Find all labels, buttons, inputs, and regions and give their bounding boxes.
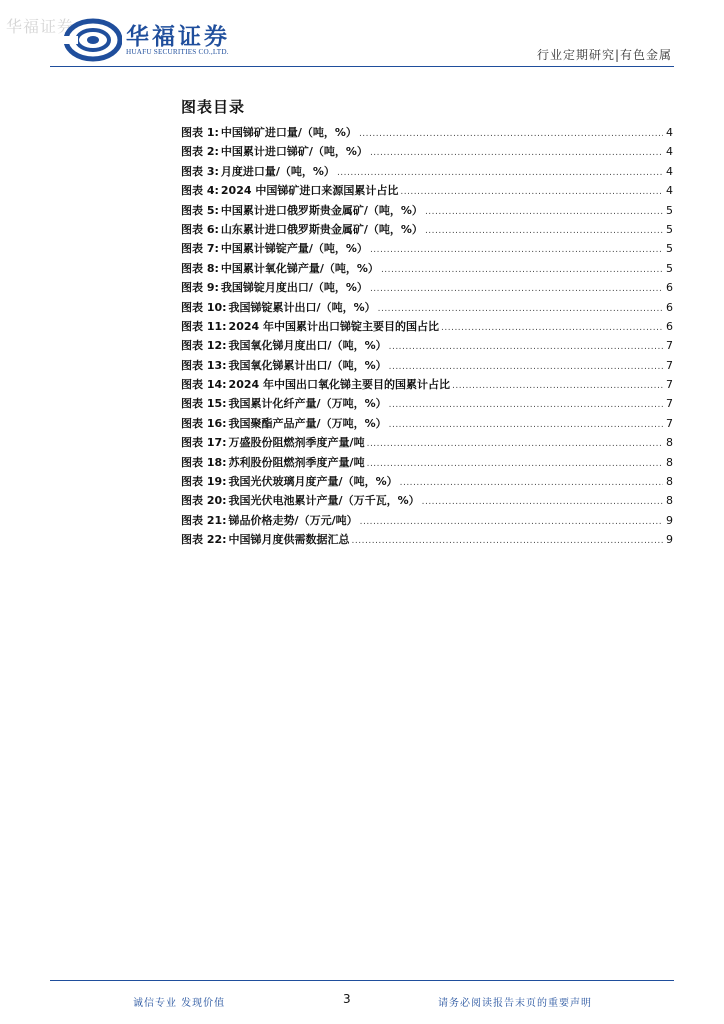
toc-entry-label: 图表 20:: [181, 494, 227, 508]
toc-entry-label: 图表 4:: [181, 184, 219, 198]
toc-leader-dots: [367, 459, 663, 469]
toc-entry-page: 5: [666, 203, 673, 217]
toc-entry[interactable]: [181, 415, 673, 434]
toc-entry-title: 2024 年中国累计出口锑锭主要目的国占比: [228, 319, 439, 333]
toc-leader-dots: [367, 439, 663, 449]
toc-leader-dots: [452, 381, 663, 391]
toc-entry-label: 图表 18:: [181, 455, 227, 469]
toc-leader-dots: [370, 284, 663, 294]
toc-entry-title: 我国累计化纤产量/（万吨，%）: [228, 397, 387, 411]
toc-entry-page: 6: [666, 281, 673, 295]
toc-entry-label: 图表 2:: [181, 145, 219, 159]
toc-entry-title: 中国累计氧化锑产量/（吨，%）: [220, 261, 379, 275]
toc-entry-title: 中国锑矿进口量/（吨，%）: [220, 126, 357, 139]
toc-entry-page: 5: [666, 222, 673, 236]
toc-entry-page: 8: [666, 455, 673, 469]
toc-entry-title: 月度进口量/（吨，%）: [220, 164, 335, 178]
toc-entry-page: 6: [666, 319, 673, 333]
toc-entry[interactable]: [181, 454, 673, 473]
toc-entry-title: 中国累计进口锑矿/（吨，%）: [220, 145, 368, 159]
toc-entry-title: 我国氧化锑月度出口/（吨，%）: [228, 339, 387, 353]
toc-entry[interactable]: [181, 143, 673, 162]
toc-leader-dots: [400, 478, 663, 488]
toc-entry[interactable]: [181, 124, 673, 143]
toc-leader-dots: [370, 148, 663, 158]
toc-entry-page: 5: [666, 242, 673, 256]
page-number: 3: [343, 992, 351, 1006]
toc-leader-dots: [381, 265, 663, 275]
toc-title: 图表目录: [181, 98, 246, 116]
toc-leader-dots: [360, 517, 663, 527]
toc-entry-label: 图表 21:: [181, 513, 227, 527]
toc-entry-title: 我国光伏玻璃月度产量/（吨，%）: [228, 475, 398, 489]
toc-entry[interactable]: [181, 434, 673, 453]
toc-entry[interactable]: [181, 357, 673, 376]
header-divider: [50, 66, 674, 67]
toc-leader-dots: [389, 362, 663, 372]
toc-entry-label: 图表 10:: [181, 300, 227, 314]
toc-entry-label: 图表 7:: [181, 242, 219, 256]
toc-entry-label: 图表 16:: [181, 416, 227, 430]
footer-disclaimer: 请务必阅读报告末页的重要声明: [438, 998, 592, 1009]
toc-entry-label: 图表 8:: [181, 261, 219, 275]
toc-leader-dots: [378, 304, 663, 314]
toc-entry-label: 图表 1:: [181, 126, 219, 139]
toc-entry-page: 4: [666, 164, 673, 178]
toc-entry[interactable]: [181, 337, 673, 356]
toc-entry-title: 中国锑月度供需数据汇总: [228, 533, 350, 547]
toc-entry[interactable]: [181, 240, 673, 259]
toc-entry-label: 图表 11:: [181, 319, 227, 333]
toc-leader-dots: [389, 400, 663, 410]
toc-entry-title: 我国聚酯产品产量/（万吨，%）: [228, 416, 387, 430]
toc-leader-dots: [422, 497, 663, 507]
toc-entry-title: 中国累计锑锭产量/（吨，%）: [220, 242, 368, 256]
logo-swirl-icon: [64, 18, 122, 62]
toc-entry[interactable]: [181, 473, 673, 492]
toc-entry-page: 7: [666, 339, 673, 353]
toc-entry-page: 5: [666, 261, 673, 275]
toc-entry[interactable]: [181, 492, 673, 511]
header-category: 行业定期研究|有色金属: [536, 48, 672, 62]
company-logo: [64, 18, 264, 62]
toc-entry-page: 7: [666, 358, 673, 372]
toc-entry-title: 2024 年中国出口氧化锑主要目的国累计占比: [228, 378, 450, 392]
toc-entry[interactable]: [181, 279, 673, 298]
toc-entry-label: 图表 6:: [181, 222, 219, 236]
toc-leader-dots: [359, 129, 663, 139]
toc-entry-title: 万盛股份阻燃剂季度产量/吨: [228, 436, 365, 450]
toc-entry-title: 我国锑锭月度出口/（吨，%）: [220, 281, 368, 295]
toc-entry-page: 9: [666, 513, 673, 527]
toc-entry[interactable]: [181, 318, 673, 337]
toc-entry-title: 山东累计进口俄罗斯贵金属矿/（吨，%）: [220, 222, 423, 236]
toc-entry-page: 4: [666, 126, 673, 139]
toc-entry-label: 图表 13:: [181, 358, 227, 372]
toc-entry-page: 8: [666, 494, 673, 508]
toc-leader-dots: [441, 323, 663, 333]
toc-entry-page: 7: [666, 378, 673, 392]
toc-entry[interactable]: [181, 376, 673, 395]
toc-entry[interactable]: [181, 182, 673, 201]
toc-entry[interactable]: [181, 163, 673, 182]
toc-entry-title: 我国光伏电池累计产量/（万千瓦，%）: [228, 494, 420, 508]
toc-entry-label: 图表 5:: [181, 203, 219, 217]
toc-leader-dots: [370, 245, 663, 255]
toc-entry-page: 9: [666, 533, 673, 547]
toc-entry[interactable]: [181, 395, 673, 414]
toc-entry[interactable]: [181, 221, 673, 240]
toc-entry-label: 图表 14:: [181, 378, 227, 392]
toc-entry-title: 中国累计进口俄罗斯贵金属矿/（吨，%）: [220, 203, 423, 217]
toc-entry[interactable]: [181, 512, 673, 531]
toc-entry-label: 图表 12:: [181, 339, 227, 353]
toc-entry-title: 锑品价格走势/（万元/吨）: [228, 513, 358, 527]
toc-entry-label: 图表 19:: [181, 475, 227, 489]
footer-slogan: 诚信专业 发现价值: [133, 998, 226, 1009]
toc-entry-label: 图表 22:: [181, 533, 227, 547]
logo-name-en: HUAFU SECURITIES CO.,LTD.: [126, 48, 229, 56]
toc-entry-title: 我国氧化锑累计出口/（吨，%）: [228, 358, 387, 372]
toc-entry[interactable]: [181, 260, 673, 279]
toc-leader-dots: [389, 342, 663, 352]
toc-entry-page: 6: [666, 300, 673, 314]
footer-divider: [50, 980, 674, 981]
watermark: 华福证券: [6, 17, 75, 36]
toc-leader-dots: [337, 168, 663, 178]
toc-entry-title: 苏利股份阻燃剂季度产量/吨: [228, 455, 365, 469]
toc-entry-label: 图表 9:: [181, 281, 219, 295]
toc-entry[interactable]: [181, 531, 673, 550]
logo-name-cn: 华福证券: [126, 24, 230, 50]
toc-entry-page: 8: [666, 475, 673, 489]
toc-entry-page: 7: [666, 397, 673, 411]
toc-entry-title: 2024 中国锑矿进口来源国累计占比: [220, 184, 399, 198]
toc-leader-dots: [400, 187, 663, 197]
toc-entry-label: 图表 15:: [181, 397, 227, 411]
toc-leader-dots: [389, 420, 663, 430]
toc-leader-dots: [352, 536, 663, 546]
toc-list: [181, 124, 673, 551]
toc-entry-title: 我国锑锭累计出口/（吨，%）: [228, 300, 376, 314]
toc-entry-page: 4: [666, 184, 673, 198]
toc-entry[interactable]: [181, 202, 673, 221]
toc-entry-label: 图表 3:: [181, 164, 219, 178]
toc-leader-dots: [425, 207, 663, 217]
toc-leader-dots: [425, 226, 663, 236]
toc-entry-page: 8: [666, 436, 673, 450]
toc-entry-page: 7: [666, 416, 673, 430]
toc-entry[interactable]: [181, 299, 673, 318]
toc-entry-label: 图表 17:: [181, 436, 227, 450]
toc-entry-page: 4: [666, 145, 673, 159]
